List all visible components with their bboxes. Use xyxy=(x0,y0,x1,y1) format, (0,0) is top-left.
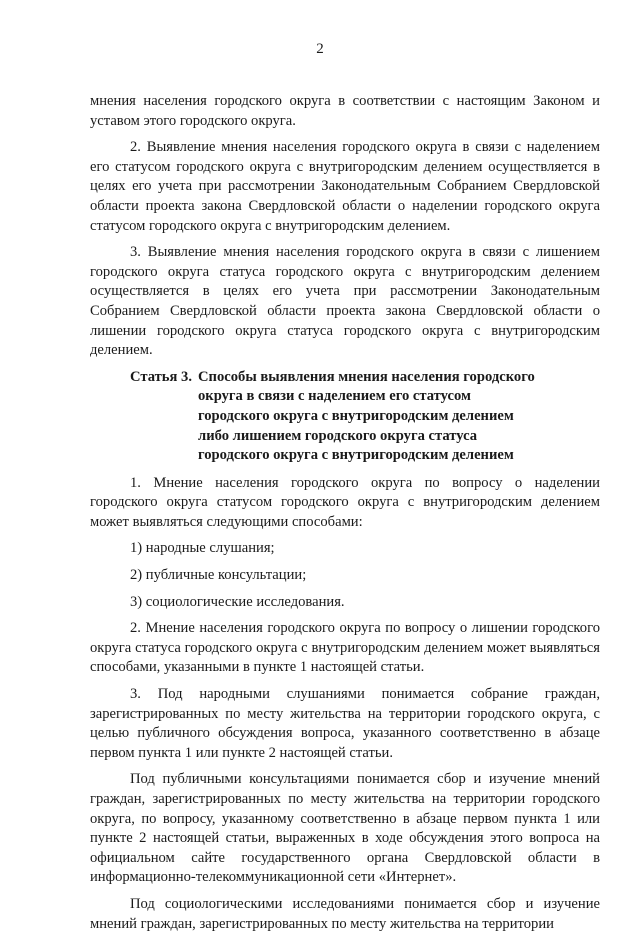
article-label: Статья 3. xyxy=(130,368,192,385)
article-title xyxy=(198,368,553,466)
paragraph-point-3: 3. Под народными слушаниями понимается собрание граждан, зарегистрированных по месту жительства на территории городского округа, с целью публичного обсуждения вопроса, указанного соответственно в абзаце первом пункта 1 или пункте 2 настоящей статьи. xyxy=(90,686,600,761)
article-title-line: Способы выявления мнения населения городского xyxy=(198,368,535,385)
page-number: 2 xyxy=(316,41,324,57)
paragraph-sociological-research: Под социологическими исследованиями понимается сбор и изучение мнений граждан, зарегистрированных по месту жительства на территории xyxy=(90,895,600,932)
article-title-line: городского округа с внутригородским делением xyxy=(198,407,514,424)
document-body xyxy=(90,92,600,941)
paragraph-public-consultations: Под публичными консультациями понимается сбор и изучение мнений граждан, зарегистрированных по месту жительства на территории городского округа, по вопросу, указанному соответственно в абзаце первом пункта 1 или пункте 2 настоящей статьи, выраженных в ходе обсуждения этого вопроса на официальном сайте государственного органа Свердловской области в информационно-телекоммуникационной сети «Интернет». xyxy=(90,771,600,886)
paragraph-point-1: 1. Мнение населения городского округа по вопросу о наделении городского округа статусом городского округа с внутригородским делением может выявляться следующими способами: xyxy=(90,474,600,530)
list-item: 2) публичные консультации; xyxy=(130,567,307,584)
article-title-line: либо лишением городского округа статуса xyxy=(198,427,478,444)
list-item: 3) социологические исследования. xyxy=(130,593,345,610)
paragraph-item-2: 2. Выявление мнения населения городского округа в связи с наделением его статусом городского округа с внутригородским делением осуществляется в целях его учета при рассмотрении Законодательным Собранием Свердловской области проекта закона Свердловской области о наделении городского округа статусом городского округа с внутригородским делением. xyxy=(90,139,600,234)
article-title-line: городского округа с внутригородским делением xyxy=(198,447,514,464)
paragraph-continuation: мнения населения городского округа в соответствии с настоящим Законом и уставом этого городского округа. xyxy=(90,93,600,129)
article-heading xyxy=(90,368,600,466)
paragraph-item-3: 3. Выявление мнения населения городского округа в связи с лишением городского округа статуса городского округа с внутригородским делением осуществляется в целях его учета при рассмотрении Законодательным Собранием Свердловской области проекта закона Свердловской области о лишении городского округа статуса городского округа с внутригородским делением. xyxy=(90,244,600,359)
list-item: 1) народные слушания; xyxy=(130,540,275,557)
paragraph-point-2: 2. Мнение населения городского округа по вопросу о лишении городского округа статуса городского округа с внутригородским делением может выявляться способами, указанными в пункте 1 настоящей статьи. xyxy=(90,620,600,676)
article-title-line: округа в связи с наделением его статусом xyxy=(198,388,471,405)
